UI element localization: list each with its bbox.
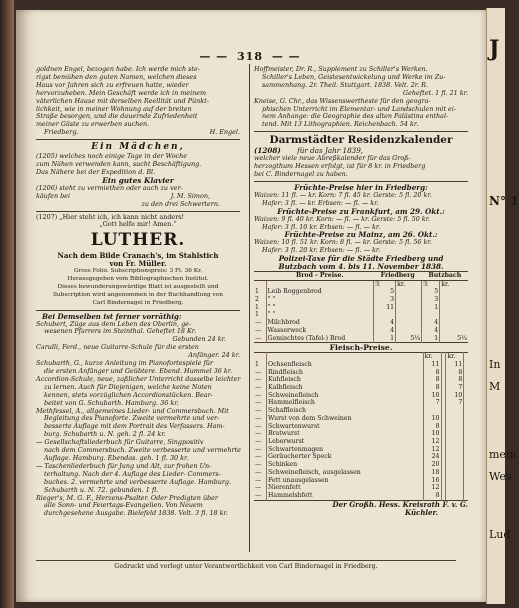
table-cell: 5 [422, 288, 440, 296]
text-line: beitet von G. Schubarth. Hamburg. 36 kr. [44, 398, 179, 407]
table-cell: 4 [422, 319, 440, 327]
table-cell [440, 327, 468, 335]
table-cell: Leberwurst [267, 438, 424, 446]
meat-price-table [254, 352, 468, 500]
table-cell [464, 399, 468, 407]
table-cell [464, 453, 468, 461]
text-line: welcher viele neue Abreßkalender für das Groß- [254, 154, 411, 163]
table-row [254, 407, 468, 415]
table-cell: Schinken [267, 461, 424, 469]
table-cell [440, 296, 468, 304]
table-cell [464, 353, 468, 361]
text-line: Nach dem Bilde Cranach's, im Stahlstich [57, 251, 219, 261]
text-line: Auflage. Hamburg. Ebendas. geh. 1 fl. 30 kr. [44, 453, 189, 462]
text-line: Straße besorgen, und die dauernde Zufriedenheit [36, 112, 198, 121]
table-cell: 8 [446, 376, 464, 384]
table-row [254, 319, 468, 327]
text-line: durchgesehene Ausgabe. Bielefeld 1838. Velt. 3 fl. 18 kr. [44, 509, 228, 518]
table-row [254, 376, 468, 384]
text-line: buches. 2. vermehrte und verbesserte Auflage. Hamburg. [44, 477, 232, 486]
text-line: besserte Auflage mit dem Portrait des Verfassers. Ham- [44, 422, 225, 431]
table-cell: 1 [422, 304, 440, 312]
table-cell: — [255, 407, 262, 415]
bread-price-table [254, 271, 468, 343]
table-cell: 8 [423, 423, 441, 431]
table-cell: Rindfleisch [267, 369, 424, 377]
table-cell: Bratwurst [267, 430, 424, 438]
table-cell: 4 [374, 319, 396, 327]
text-line: Subscription wird angenommen in der Buchhandlung von [52, 291, 224, 298]
table-cell [464, 392, 468, 400]
table-cell: 4 [374, 327, 396, 335]
calendar-heading: Darmstädter Residenzkalender [269, 134, 453, 147]
facing-text: Lud [489, 528, 511, 541]
text-line: Gebunden 24 kr. [172, 335, 226, 344]
table-cell: — [255, 461, 262, 469]
table-cell [440, 311, 468, 319]
table-cell [464, 492, 468, 500]
text-line: Bei Demselben ist ferner vorräthig: [42, 311, 182, 321]
table-cell: 10 [423, 430, 441, 438]
table-cell [267, 353, 424, 361]
table-cell [464, 461, 468, 469]
table-cell: Kalbfleisch [267, 384, 424, 392]
table-cell [446, 407, 464, 415]
text-line: Schubarth, G., kurze Anleitung im Pianofortespiele für [36, 359, 214, 368]
table-cell: kr. [396, 280, 422, 288]
text-line: Hafer: 3 fl. — kr. Erbsen: — fl. — kr. [262, 198, 379, 207]
table-header: Brod - Preise. [266, 271, 374, 280]
table-cell [396, 327, 422, 335]
table-cell [464, 469, 468, 477]
table-cell: " " [266, 311, 374, 319]
table-row [254, 288, 468, 296]
table-cell: kr. [446, 353, 464, 361]
table-cell: Geräucherter Speck [267, 453, 424, 461]
table-cell: kr. [440, 280, 468, 288]
table-header [254, 271, 266, 280]
text-line: Das Nähere bei der Expedition d. Bl. [36, 167, 156, 176]
table-cell: 24 [423, 453, 441, 461]
table-cell: 12 [423, 438, 441, 446]
table-cell: 10 [423, 415, 441, 423]
book-spine [0, 0, 14, 608]
table-cell: — [255, 453, 262, 461]
ad-heading: Ein Mädchen, [91, 142, 185, 153]
table-subheader-row [254, 280, 468, 288]
table-cell: Milchbrod [266, 319, 374, 327]
table-cell [254, 280, 266, 288]
signature: J. M. Simon, [170, 191, 210, 200]
table-cell [396, 304, 422, 312]
signature: H. Engel. [209, 128, 240, 137]
newspaper-page [16, 10, 486, 602]
table-row [254, 327, 468, 335]
table-cell: — [255, 476, 262, 484]
table-cell: — [255, 376, 262, 384]
table-row [254, 438, 468, 446]
page-number: 318 [237, 50, 263, 63]
text-line: väterlichen Hause mit derselben Reellität und Pünkt- [36, 96, 209, 105]
table-cell: 10 [446, 392, 464, 400]
table-cell [446, 446, 464, 454]
place-name: Friedberg. [44, 128, 79, 137]
table-cell: 5 [374, 288, 396, 296]
text-line: wesenen Pfarrers im Steinthal. Geheftet 18 Kr. [44, 327, 197, 336]
table-cell: Schweinefleisch [267, 392, 424, 400]
table-cell: 11 [446, 361, 464, 369]
text-line: (1207) „Hier steht ich, ich kann nicht anders! [36, 212, 185, 221]
table-cell [396, 319, 422, 327]
table-cell: Gemischtes (Tafel-) Brod [266, 335, 374, 343]
section-heading: Butzbach vom 4. bis 11. November 1838. [278, 262, 444, 272]
divider [254, 131, 468, 132]
table-cell: Fett unausgelassen [267, 477, 424, 485]
text-line: Haus vor Jahren sich zu erfreuen hatte, wieder [36, 80, 189, 89]
text-line: herzogthum Hessen erfolgt, ist für 8 kr. in Friedberg [254, 162, 426, 171]
table-cell: " " [266, 304, 374, 312]
text-line: — Gesellschaftsliederbuch für Guitarre, Singpositiv [36, 438, 204, 447]
table-row [254, 430, 468, 438]
table-cell: Schwartenwurst [267, 423, 424, 431]
text-line: „Gott helfe mir! Amen.“ [99, 220, 177, 229]
text-line: Hafer: 3 fl. 20 kr. Erbsen: — fl. — kr. [262, 246, 381, 255]
table-cell [440, 304, 468, 312]
text-line: hervorzuheben. Mein Geschäft werde ich in meinem [36, 88, 207, 97]
text-line: phischen Unterricht im Elementar- und Landschulen mit ei- [262, 104, 457, 113]
table-cell: — [255, 399, 262, 407]
signature: Küchler. [405, 507, 438, 517]
table-cell [464, 361, 468, 369]
text-line: nem Anhange: die Geographie des alten Palästina enthal- [262, 112, 449, 121]
table-cell: 1 [255, 311, 259, 319]
text-line: die ersten Anfänger und Geübtere. Ebend. Hummel 36 kr. [44, 367, 233, 375]
table-cell: " " [266, 296, 374, 304]
text-line: Gross Folio. Subscriptionspreis: 3 Fl. 36 Kr. [73, 268, 203, 275]
facing-text: J [489, 36, 500, 62]
text-line: alle Sonn- und Feiertags-Evangelien. Von Neuem [44, 501, 203, 510]
table-cell: 1 [255, 303, 259, 311]
ad-number: (1208) [254, 146, 281, 156]
table-cell: Kuhfleisch [267, 376, 424, 384]
text-line: Rieger's, M. G. F., Herzens-Psalter. Oder Predigten über [36, 493, 218, 502]
table-cell [446, 423, 464, 431]
text-line: Schiller's Leben, Geistesentwickelung und Werke im Zu- [262, 72, 446, 81]
table-cell: — [255, 334, 262, 342]
text-line: zu den drei Schwertern. [141, 199, 220, 208]
table-row [254, 296, 468, 304]
table-cell: 3 [374, 296, 396, 304]
table-row [254, 384, 468, 392]
text-line: Schubert, Züge aus dem Leben des Oberlin, ge- [36, 319, 192, 328]
table-cell [266, 280, 374, 288]
facing-text: Wes [489, 470, 512, 483]
table-cell: 5¼ [440, 335, 468, 343]
table-cell: — [255, 430, 262, 438]
table-row [254, 423, 468, 431]
table-cell [396, 296, 422, 304]
table-header: Butzbach [422, 271, 468, 280]
table-cell: — [255, 445, 262, 453]
table-cell: 8 [423, 376, 441, 384]
table-cell [396, 288, 422, 296]
table-cell: — [255, 468, 262, 476]
text-line: rigst bemühen den guten Namen, welchen dieses [36, 72, 197, 81]
table-row [254, 477, 468, 485]
table-cell: — [255, 484, 262, 492]
facing-text: M [489, 380, 501, 393]
table-cell: — [255, 414, 262, 422]
table-cell [446, 461, 464, 469]
table-cell [446, 415, 464, 423]
divider [36, 139, 240, 140]
text-line: (1205) welches noch einige Tage in der Woche [36, 152, 188, 161]
table-cell: 12 [423, 484, 441, 492]
table-row [254, 484, 468, 492]
text-line: Waizen: 9 fl. 40 kr. Korn: — fl. — kr. Gerste: 5 fl. 50 kr. [254, 214, 431, 223]
table-row [254, 311, 468, 319]
section-heading: Polizei-Taxe für die Städte Friedberg und [278, 254, 444, 264]
table-cell: 11 [423, 361, 441, 369]
ad-heading: Ein gutes Klavier [102, 175, 174, 185]
table-cell [446, 469, 464, 477]
table-row [254, 304, 468, 312]
table-cell: 3 [422, 296, 440, 304]
table-cell: 8 [423, 492, 441, 500]
text-line: Begleitung des Pianoforte. Zweite vermehrte und ver- [44, 414, 220, 423]
table-cell [464, 369, 468, 377]
table-cell: 7 [446, 384, 464, 392]
table-cell: 10 [423, 392, 441, 400]
table-cell: 8 [423, 369, 441, 377]
text-line: zu lernen. Auch für Diejenigen, welche keine Noten [44, 382, 212, 391]
table-cell [440, 319, 468, 327]
table-cell [422, 311, 440, 319]
text-line: Herausgegeben vom Bibliographischen Institut. [67, 276, 209, 283]
table-cell: Schaffleisch [267, 407, 424, 415]
divider [254, 181, 468, 182]
text-line: Waizen: 10 fl. 51 kr. Korn: 8 fl. — kr. Gerste: 5 fl. 56 kr. [254, 238, 432, 247]
text-line: Accordion-Schule, neue, zaßlicher Unterricht dasselbe leichter [36, 374, 241, 383]
section-heading: Früchte-Preise zu Frankfurt, am 29. Okt.: [277, 206, 445, 216]
table-cell: Ochsenfleisch [267, 361, 424, 369]
text-line: zum Nähen verwenden kann, sucht Beschäftigung. [36, 160, 202, 169]
table-cell [464, 407, 468, 415]
table-cell: 2 [255, 296, 259, 304]
table-row [254, 369, 468, 377]
right-column [254, 66, 468, 516]
luther-title: LUTHER. [90, 230, 186, 251]
facing-page-edge [486, 8, 519, 604]
table-cell: — [255, 368, 262, 376]
text-line: (1206) steht zu vermiethen oder auch zu ver- [36, 183, 183, 192]
table-cell [464, 415, 468, 423]
text-line: tend. Mit 13 Lithographien. Reichenbach. 54 kr. [262, 120, 419, 129]
table-row [254, 361, 468, 369]
text-line: kennen, stets vorzüglichen Accordionstücken. Bear- [44, 390, 213, 399]
text-line: Kneise, G. Chr., das Wissenswertheste für den geogra- [254, 96, 431, 105]
text-line: Hoffmeister, Dr. R., Supplement zu Schiller's Werken. [254, 65, 428, 73]
left-column [36, 66, 240, 518]
table-cell: — [255, 319, 262, 327]
table-row [254, 399, 468, 407]
text-line: von Fr. Müller. [109, 259, 167, 269]
signature-line: Der Großh. Hess. Kreisrath F. v. G. [332, 499, 468, 509]
table-cell [446, 477, 464, 485]
text-line: Anfänger. 24 kr. [188, 351, 240, 360]
text-line: Carl Bindernagel in Friedberg. [92, 299, 184, 306]
table-cell: — [255, 422, 262, 430]
table-header: Friedberg [374, 271, 422, 280]
table-cell: — [255, 391, 262, 399]
table-cell [464, 376, 468, 384]
facing-text: N° 1 [489, 194, 519, 208]
table-cell [423, 407, 441, 415]
imprint-footer: Gedruckt und verlegt unter Verantwortlichkeit von Carl Bindernagel in Friedberg. [36, 560, 456, 570]
table-row [254, 335, 468, 343]
table-cell [374, 311, 396, 319]
table-cell: 1 [255, 360, 259, 368]
table-cell: kr. [423, 353, 441, 361]
table-cell: 1 [374, 335, 396, 343]
table-cell [464, 384, 468, 392]
table-cell: 18 [423, 469, 441, 477]
table-cell: 4 [422, 327, 440, 335]
text-line: nach dem Commersbuch. Zweite verbesserte und vermehrte [44, 446, 241, 455]
table-cell: — [255, 491, 262, 499]
table-row [254, 446, 468, 454]
text-line: lichkeit, wie in meiner Wohnung auf der breiten [36, 104, 192, 113]
table-cell: 8 [446, 369, 464, 377]
table-cell [446, 430, 464, 438]
column-divider [249, 64, 250, 552]
header-dash-left: — — [199, 50, 229, 63]
text-line: Carulli, Ferd., neue Guitarre-Schule für die ersten [36, 343, 199, 352]
facing-text: In [489, 358, 501, 371]
table-row [254, 415, 468, 423]
table-cell [464, 430, 468, 438]
table-cell [446, 438, 464, 446]
table-cell: 1 [422, 335, 440, 343]
table-cell: Wurst von dem Schweinen [267, 415, 424, 423]
table-cell: — [255, 384, 262, 392]
signature-line [36, 129, 240, 137]
table-cell [396, 311, 422, 319]
meat-price-heading: Fleisch-Preise. [329, 343, 393, 353]
text-line: Dieses bewunderungswürdige Blatt ist ausgestellt und [57, 283, 219, 290]
table-cell [464, 438, 468, 446]
table-cell: ℛ [374, 280, 396, 288]
table-row [254, 453, 468, 461]
text-line: Geheftet. 1 fl. 21 kr. [403, 88, 468, 97]
text-fragment: für das Jahr 1839, [297, 146, 364, 156]
section-heading: Früchte-Preise hier in Friedberg: [294, 182, 428, 192]
table-cell [446, 484, 464, 492]
table-cell [440, 288, 468, 296]
table-cell: 16 [423, 477, 441, 485]
table-cell: ℛ [422, 280, 440, 288]
table-cell [464, 446, 468, 454]
table-cell: Schweinefleisch, ausgelassen [267, 469, 424, 477]
page-header [40, 50, 460, 63]
table-row [254, 461, 468, 469]
section-heading: Früchte-Preise zu Mainz, am 26. Okt.: [284, 230, 438, 240]
table-cell: 8 [423, 384, 441, 392]
table-header-row [254, 271, 468, 280]
table-cell: Nierenfett [267, 484, 424, 492]
table-cell: 7 [446, 399, 464, 407]
table-cell: — [255, 326, 262, 334]
table-cell [446, 453, 464, 461]
table-cell: Leib Roggenbrod [266, 288, 374, 296]
table-cell: 20 [423, 461, 441, 469]
table-cell: 5¼ [396, 335, 422, 343]
text-line: meiner Gäste zu erwerben suchen. [36, 120, 150, 129]
table-cell [464, 477, 468, 485]
text-fragment: käufen bei [36, 191, 71, 200]
text-line: Hafer: 3 fl. 10 kr. Erbsen: — fl. — kr. [262, 222, 381, 231]
text-line: burg. Schubarth u. N. geh. 2 fl. 24 kr. [44, 430, 166, 439]
table-cell [464, 484, 468, 492]
table-subheader-row [254, 353, 468, 361]
table-cell: 7 [423, 399, 441, 407]
table-cell: Wasserweck [266, 327, 374, 335]
table-cell: 12 [423, 446, 441, 454]
text-line: Waizen: 11 fl. — kr. Korn: 7 fl. 45 kr. Gerste: 5 fl. 20 kr. [254, 190, 432, 199]
table-cell: 11 [374, 304, 396, 312]
table-row [254, 492, 468, 500]
table-cell: Hammelsbfett [267, 492, 424, 500]
table-cell [446, 492, 464, 500]
header-dash-right: — — [271, 50, 301, 63]
divider [36, 211, 240, 212]
table-cell: Schwartenmagen [267, 446, 424, 454]
table-cell [254, 353, 267, 361]
text-line: Methfessel, A., allgemeines Lieder- und Commersbuch. Mit [36, 406, 229, 415]
text-line: sammenhang. 2r. Theil. Stuttgart. 1838. Velt. 2r. R. [262, 80, 429, 89]
table-cell: 1 [255, 288, 259, 296]
text-line: terhaltung. Nach der 4. Auflage des Lieder- Commers- [44, 469, 221, 478]
table-row [254, 469, 468, 477]
text-line: bei C. Bindernagel zu haben. [254, 170, 348, 179]
divider [36, 310, 240, 311]
table-cell: Hammelfleisch [267, 399, 424, 407]
table-cell [464, 423, 468, 431]
text-line: — Taschenliederbuch für Jung und Alt, zur frohen Un- [36, 461, 212, 470]
table-row [254, 392, 468, 400]
facing-text: mein [489, 448, 517, 461]
text-line: goldnen Engel, bezogen habe. Ich werde mich ste- [36, 65, 200, 73]
text-line: Schubarth u. N. 72. gebunden. 1 fl. [44, 485, 159, 494]
table-cell: — [255, 438, 262, 445]
